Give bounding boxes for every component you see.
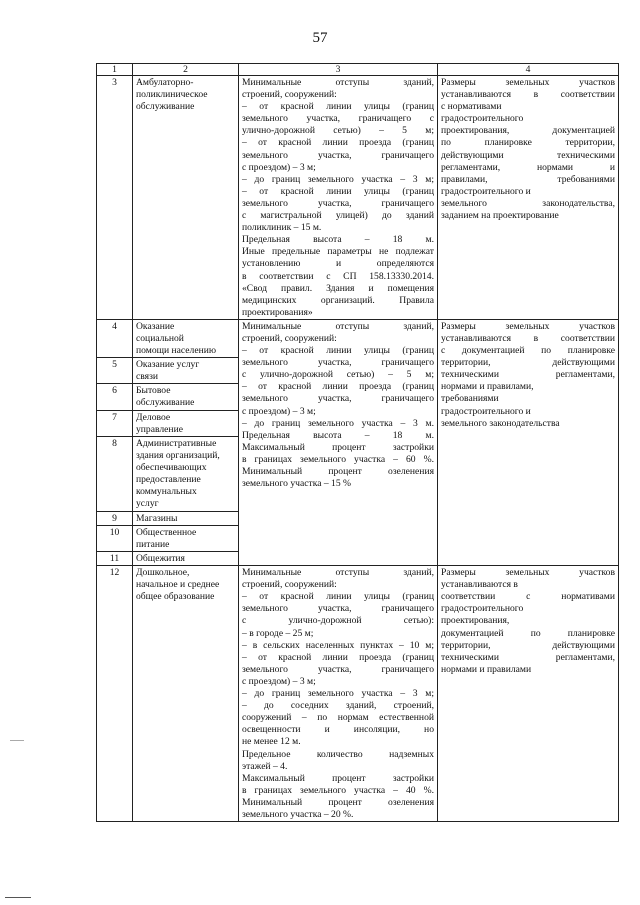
text-line: Административные: [136, 437, 217, 449]
text-line: – от красной линии улицы (границ: [242, 101, 434, 113]
text-line: Оказание услуг: [136, 359, 200, 371]
text-line: – до границ земельного участка – 3 м;: [242, 688, 434, 700]
page-number: 57: [312, 30, 328, 46]
column-header-4: 4: [438, 64, 619, 76]
text-line: в границах земельного участка – 60 %.: [242, 453, 434, 465]
building-parameters: [239, 319, 438, 565]
text-line: питание: [136, 538, 170, 550]
row-number: 3: [97, 76, 133, 320]
text-line: проектирования, документацией: [441, 125, 615, 137]
text-line: поликлиническое: [136, 89, 208, 101]
table-row: [97, 319, 619, 357]
text-line: строений, сооружений:: [242, 332, 337, 344]
text-line: – в сельских населенных пунктах – 10 м;: [242, 639, 434, 651]
text-line: земельного участка, граничащего: [242, 357, 434, 369]
text-line: по планировке территории,: [441, 137, 615, 149]
text-line: земельного участка, граничащего: [242, 603, 434, 615]
text-line: коммунальных: [136, 486, 197, 498]
text-line: Бытовое: [136, 385, 171, 397]
text-line: земельного участка – 20 %.: [242, 808, 354, 820]
column-header-2: 2: [133, 64, 239, 76]
row-number: 11: [97, 552, 133, 566]
text-line: градостроительного и: [441, 185, 531, 197]
text-line: с нормативами: [441, 101, 502, 113]
text-line: строений, сооружений:: [242, 89, 337, 101]
row-number: 7: [97, 410, 133, 436]
text-line: техническими регламентами,: [441, 369, 615, 381]
text-line: земельного участка, граничащего: [242, 149, 434, 161]
scan-artifact-line: [10, 740, 24, 741]
land-use-regulations-table: [96, 63, 619, 822]
table-row: [97, 566, 619, 822]
row-number: 9: [97, 511, 133, 525]
building-parameters: [239, 566, 438, 822]
text-line: улично-дорожной сетью) – 5 м;: [242, 125, 434, 137]
text-line: этажей – 4.: [242, 760, 288, 772]
text-line: устанавливаются в соответствии: [441, 332, 615, 344]
text-line: обслуживание: [136, 101, 195, 113]
text-line: правилами, требованиями: [441, 173, 615, 185]
text-line: Размеры земельных участков: [441, 77, 615, 88]
text-line: помощи населению: [136, 345, 217, 357]
row-number: 10: [97, 525, 133, 551]
text-line: земельного законодательства: [441, 417, 560, 429]
text-line: градостроительного: [441, 113, 524, 125]
text-line: в границах земельного участка – 40 %.: [242, 784, 434, 796]
use-type-name: [133, 319, 239, 357]
text-line: проектирования,: [441, 615, 510, 627]
text-line: с проездом) – 3 м;: [242, 161, 316, 173]
text-line: Минимальный процент озеленения: [242, 796, 434, 808]
text-line: – от красной линии улицы (границ: [242, 185, 434, 197]
text-line: – от красной линии проезда (границ: [242, 137, 434, 149]
text-line: начальное и среднее: [136, 579, 220, 591]
text-line: Максимальный процент застройки: [242, 772, 434, 784]
use-type-name: [133, 552, 239, 566]
text-line: техническими регламентами,: [441, 651, 615, 663]
column-header-1: 1: [97, 64, 133, 76]
text-line: услуг: [136, 498, 159, 510]
text-line: Дошкольное,: [136, 567, 190, 579]
text-line: с улично-дорожной сетью) – 5 м;: [242, 369, 434, 381]
text-line: документацией по планировке: [441, 627, 615, 639]
table-row: [97, 76, 619, 320]
text-line: – до соседних зданий, строений,: [242, 700, 434, 712]
text-line: земельного участка, граничащего: [242, 663, 434, 675]
text-line: – от красной линии проезда (границ: [242, 651, 434, 663]
text-line: нормами и правилами: [441, 663, 532, 675]
text-line: освещенности и инсоляции, но: [242, 724, 434, 736]
text-line: земельного законодательства,: [441, 197, 615, 209]
text-line: Оказание: [136, 320, 175, 332]
row-number: 5: [97, 358, 133, 384]
text-line: земельного участка – 15 %: [242, 478, 352, 490]
use-type-name: [133, 384, 239, 410]
text-line: предоставление: [136, 474, 201, 485]
text-line: Общественное: [136, 526, 197, 538]
text-line: общее образование: [136, 591, 215, 603]
use-type-name: [133, 566, 239, 822]
text-line: земельного участка, граничащего: [242, 393, 434, 405]
text-line: с документацией по планировке: [441, 345, 615, 357]
text-line: устанавливаются в: [441, 579, 518, 591]
text-line: Предельная высота – 18 м.: [242, 429, 434, 441]
text-line: Минимальные отступы зданий,: [242, 567, 434, 579]
text-line: территории, действующими: [441, 639, 615, 651]
text-line: проектирования»: [242, 306, 313, 318]
text-line: Минимальные отступы зданий,: [242, 77, 434, 88]
use-type-name: [133, 436, 239, 511]
use-type-name: [133, 410, 239, 436]
text-line: регламентами, нормами и: [441, 161, 615, 173]
text-line: медицинских организаций. Правила: [242, 294, 434, 306]
text-line: Иные предельные параметры не подлежат: [242, 246, 434, 258]
use-type-name: [133, 76, 239, 320]
use-type-name: [133, 358, 239, 384]
text-line: Деловое: [136, 411, 171, 423]
row-number: 8: [97, 436, 133, 511]
text-line: Минимальные отступы зданий,: [242, 320, 434, 332]
text-line: градостроительного: [441, 603, 524, 615]
row-number: 12: [97, 566, 133, 822]
text-line: – от красной линии улицы (границ: [242, 345, 434, 357]
text-line: сооружений – по нормам естественной: [242, 712, 434, 724]
text-line: обслуживание: [136, 397, 195, 409]
column-header-3: 3: [239, 64, 438, 76]
text-line: Максимальный процент застройки: [242, 441, 434, 453]
land-plot-notes: [438, 319, 619, 565]
text-line: – до границ земельного участка – 3 м;: [242, 173, 434, 185]
text-line: градостроительного и: [441, 405, 531, 417]
text-line: Амбулаторно-: [136, 77, 194, 88]
text-line: Размеры земельных участков: [441, 320, 615, 332]
text-line: действующими техническими: [441, 149, 615, 161]
text-line: – в городе – 25 м;: [242, 627, 314, 639]
text-line: с улично-дорожной сетью):: [242, 615, 434, 627]
text-line: – от красной линии улицы (границ: [242, 591, 434, 603]
text-line: управление: [136, 423, 183, 435]
text-line: в соответствии с СП 158.13330.2014.: [242, 270, 434, 282]
scan-artifact-line: [5, 897, 31, 898]
text-line: Предельное количество надземных: [242, 748, 434, 760]
text-line: Минимальный процент озеленения: [242, 466, 434, 477]
text-line: соответствии с нормативами: [441, 591, 615, 603]
text-line: – до границ земельного участка – 3 м.: [242, 417, 434, 429]
text-line: обеспечивающих: [136, 461, 207, 473]
text-line: заданием на проектирование: [441, 210, 559, 222]
text-line: Размеры земельных участков: [441, 567, 615, 579]
building-parameters: [239, 76, 438, 320]
text-line: требованиями: [441, 393, 499, 405]
text-line: нормами и правилами,: [441, 381, 534, 393]
text-line: строений, сооружений:: [242, 579, 337, 591]
text-line: не менее 12 м.: [242, 736, 301, 748]
text-line: Предельная высота – 18 м.: [242, 234, 434, 246]
text-line: Общежития: [136, 553, 185, 564]
text-line: установлению и определяются: [242, 258, 434, 270]
land-plot-notes: [438, 566, 619, 822]
text-line: с проездом) – 3 м;: [242, 405, 316, 417]
text-line: «Свод правил. Здания и помещения: [242, 282, 434, 294]
use-type-name: [133, 511, 239, 525]
row-number: 4: [97, 319, 133, 357]
text-line: поликлиник – 15 м.: [242, 222, 322, 234]
text-line: социальной: [136, 332, 184, 344]
text-line: с магистральной улицей) до зданий: [242, 210, 434, 222]
text-line: здания организаций,: [136, 449, 220, 461]
text-line: – от красной линии проезда (границ: [242, 381, 434, 393]
text-line: земельного участка, граничащего с: [242, 113, 434, 125]
land-plot-notes: [438, 76, 619, 320]
column-header-row: [97, 64, 619, 76]
text-line: Магазины: [136, 512, 178, 524]
row-number: 6: [97, 384, 133, 410]
text-line: с проездом) – 3 м;: [242, 675, 316, 687]
use-type-name: [133, 525, 239, 551]
text-line: земельного участка, граничащего: [242, 197, 434, 209]
text-line: территории, действующими: [441, 357, 615, 369]
text-line: устанавливаются в соответствии: [441, 89, 615, 101]
text-line: связи: [136, 371, 158, 383]
